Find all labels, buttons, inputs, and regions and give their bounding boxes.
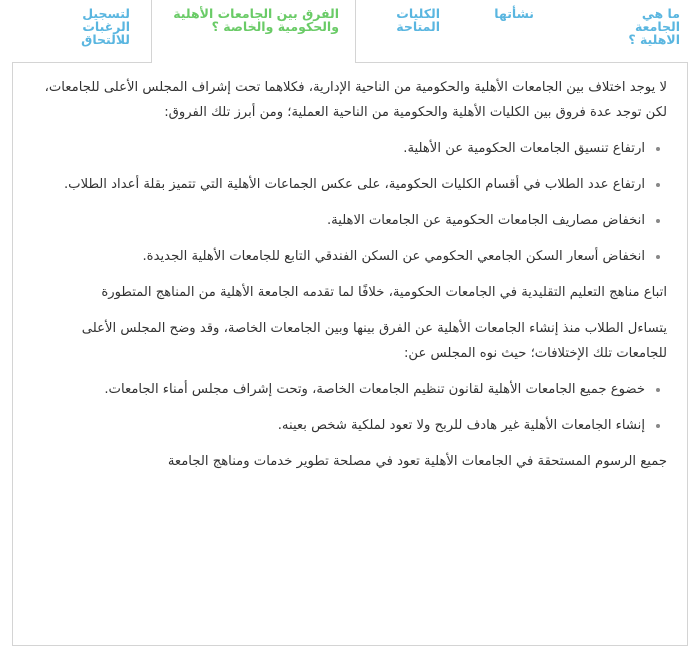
- tab-what-is-private-university[interactable]: ما هي الجامعة الاهلية ؟: [628, 6, 680, 47]
- differences-list: [33, 136, 667, 269]
- tab-available-colleges[interactable]: الكليات المتاحة: [396, 6, 440, 34]
- list-item: ارتفاع تنسيق الجامعات الحكومية عن الأهلية.: [33, 136, 645, 161]
- fees-paragraph: جميع الرسوم المستحقة في الجامعات الأهلية تعود في مصلحة تطوير خدمات ومناهج الجامعة: [167, 454, 667, 469]
- private-intro-paragraph: يتساءل الطلاب منذ إنشاء الجامعات الأهلية عن الفرق بينها وبين الجامعات الخاصة، وقد وضح المجلس الأعلى للجامعات تلك الإختلافات؛ حيث نوه المجلس عن:: [81, 321, 667, 361]
- intro-paragraph: لا يوجد اختلاف بين الجامعات الأهلية والحكومية من الناحية الإدارية، فكلاهما تحت إشراف المجلس الأعلى للجامعات، لكن توجد عدة فروق بين الكليات الأهلية والحكومية من الناحية العملية؛ ومن أبرز تلك الفروق:: [44, 80, 667, 120]
- tab-differences[interactable]: الفرق بين الجامعات الأهلية والحكومية والخاصة ؟: [151, 0, 356, 63]
- list-item: انخفاض مصاريف الجامعات الحكومية عن الجامعات الاهلية.: [33, 208, 645, 233]
- tab-bar: [0, 0, 693, 63]
- curricula-paragraph: اتباع مناهج التعليم التقليدية في الجامعات الحكومية، خلافًا لما تقدمه الجامعة الأهلية من المناهج المتطورة: [101, 285, 667, 300]
- tab-content-panel: [12, 62, 688, 646]
- private-points-list: [33, 377, 667, 438]
- tab-origin[interactable]: نشأتها: [494, 6, 534, 21]
- list-item: ارتفاع عدد الطلاب في أقسام الكليات الحكومية، على عكس الجماعات الأهلية التي تتميز بقلة أعداد الطلاب.: [33, 172, 645, 197]
- tab-register-preferences[interactable]: لتسجيل الرغبات للالتحاق: [81, 6, 130, 47]
- list-item: إنشاء الجامعات الأهلية غير هادف للربح ولا تعود لملكية شخص بعينه.: [33, 413, 645, 438]
- list-item: خضوع جميع الجامعات الأهلية لقانون تنظيم الجامعات الخاصة، وتحت إشراف مجلس أمناء الجامعات.: [33, 377, 645, 402]
- list-item: انخفاض أسعار السكن الجامعي الحكومي عن السكن الفندقي التابع للجامعات الأهلية الجديدة.: [33, 244, 645, 269]
